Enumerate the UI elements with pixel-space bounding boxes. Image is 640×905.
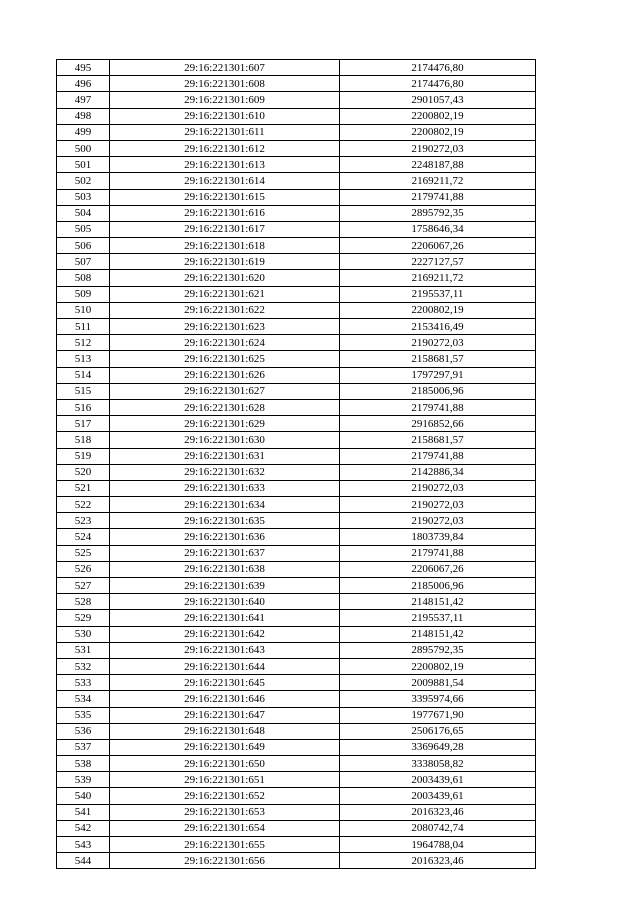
table-row (57, 707, 536, 723)
row-number-cell: 526 (57, 561, 110, 577)
cadastral-number-cell: 29:16:221301:648 (110, 723, 340, 739)
cadastral-value-cell: 2200802,19 (340, 658, 536, 674)
table-row (57, 399, 536, 415)
table-row (57, 480, 536, 496)
row-number-cell: 536 (57, 723, 110, 739)
cadastral-number-cell: 29:16:221301:653 (110, 804, 340, 820)
row-number-cell: 520 (57, 464, 110, 480)
row-number-cell: 509 (57, 286, 110, 302)
row-number-cell: 499 (57, 124, 110, 140)
row-number-cell: 495 (57, 60, 110, 76)
cadastral-value-cell: 2190272,03 (340, 513, 536, 529)
cadastral-number-cell: 29:16:221301:629 (110, 416, 340, 432)
row-number-cell: 529 (57, 610, 110, 626)
cadastral-value-cell: 3338058,82 (340, 756, 536, 772)
cadastral-number-cell: 29:16:221301:655 (110, 837, 340, 853)
table-row (57, 658, 536, 674)
row-number-cell: 537 (57, 739, 110, 755)
cadastral-value-cell: 2506176,65 (340, 723, 536, 739)
table-row (57, 691, 536, 707)
row-number-cell: 503 (57, 189, 110, 205)
row-number-cell: 541 (57, 804, 110, 820)
table-row (57, 60, 536, 76)
row-number-cell: 544 (57, 853, 110, 869)
table-row (57, 626, 536, 642)
cadastral-number-cell: 29:16:221301:607 (110, 60, 340, 76)
row-number-cell: 538 (57, 756, 110, 772)
cadastral-value-cell: 2016323,46 (340, 853, 536, 869)
cadastral-number-cell: 29:16:221301:633 (110, 480, 340, 496)
table-row (57, 286, 536, 302)
cadastral-value-cell: 2003439,61 (340, 788, 536, 804)
table-row (57, 756, 536, 772)
cadastral-number-cell: 29:16:221301:651 (110, 772, 340, 788)
row-number-cell: 518 (57, 432, 110, 448)
table-row (57, 124, 536, 140)
cadastral-number-cell: 29:16:221301:619 (110, 254, 340, 270)
cadastral-number-cell: 29:16:221301:608 (110, 76, 340, 92)
cadastral-value-cell: 2174476,80 (340, 76, 536, 92)
table-row (57, 205, 536, 221)
table-row (57, 739, 536, 755)
cadastral-value-cell: 2179741,88 (340, 448, 536, 464)
table-row (57, 432, 536, 448)
cadastral-value-cell: 2248187,88 (340, 157, 536, 173)
table-row (57, 820, 536, 836)
cadastral-value-cell: 2190272,03 (340, 335, 536, 351)
cadastral-value-cell: 2153416,49 (340, 319, 536, 335)
cadastral-number-cell: 29:16:221301:643 (110, 642, 340, 658)
table-row (57, 772, 536, 788)
cadastral-value-cell: 1758646,34 (340, 221, 536, 237)
table-row (57, 497, 536, 513)
row-number-cell: 510 (57, 302, 110, 318)
row-number-cell: 514 (57, 367, 110, 383)
cadastral-value-cell: 2895792,35 (340, 642, 536, 658)
table-row (57, 675, 536, 691)
cadastral-value-cell: 1797297,91 (340, 367, 536, 383)
table-row (57, 92, 536, 108)
cadastral-number-cell: 29:16:221301:640 (110, 594, 340, 610)
cadastral-number-cell: 29:16:221301:622 (110, 302, 340, 318)
table-row (57, 464, 536, 480)
row-number-cell: 528 (57, 594, 110, 610)
cadastral-number-cell: 29:16:221301:641 (110, 610, 340, 626)
cadastral-value-cell: 3395974,66 (340, 691, 536, 707)
cadastral-value-cell: 2016323,46 (340, 804, 536, 820)
table-row (57, 238, 536, 254)
table-row (57, 529, 536, 545)
cadastral-value-cell: 2206067,26 (340, 561, 536, 577)
cadastral-value-cell: 2009881,54 (340, 675, 536, 691)
row-number-cell: 542 (57, 820, 110, 836)
row-number-cell: 508 (57, 270, 110, 286)
row-number-cell: 521 (57, 480, 110, 496)
cadastral-value-cell: 2179741,88 (340, 545, 536, 561)
cadastral-value-cell: 2185006,96 (340, 578, 536, 594)
cadastral-number-cell: 29:16:221301:614 (110, 173, 340, 189)
cadastral-number-cell: 29:16:221301:635 (110, 513, 340, 529)
row-number-cell: 496 (57, 76, 110, 92)
table-row (57, 448, 536, 464)
cadastral-number-cell: 29:16:221301:645 (110, 675, 340, 691)
cadastral-number-cell: 29:16:221301:628 (110, 399, 340, 415)
table-row (57, 610, 536, 626)
cadastral-value-cell: 2179741,88 (340, 189, 536, 205)
row-number-cell: 533 (57, 675, 110, 691)
row-number-cell: 498 (57, 108, 110, 124)
table-row (57, 157, 536, 173)
cadastral-number-cell: 29:16:221301:636 (110, 529, 340, 545)
row-number-cell: 531 (57, 642, 110, 658)
cadastral-value-cell: 3369649,28 (340, 739, 536, 755)
table-row (57, 270, 536, 286)
cadastral-number-cell: 29:16:221301:634 (110, 497, 340, 513)
cadastral-number-cell: 29:16:221301:637 (110, 545, 340, 561)
cadastral-number-cell: 29:16:221301:642 (110, 626, 340, 642)
row-number-cell: 535 (57, 707, 110, 723)
table-row (57, 76, 536, 92)
cadastral-number-cell: 29:16:221301:656 (110, 853, 340, 869)
cadastral-value-cell: 2206067,26 (340, 238, 536, 254)
cadastral-value-cell: 2174476,80 (340, 60, 536, 76)
cadastral-value-cell: 2003439,61 (340, 772, 536, 788)
cadastral-value-cell: 2148151,42 (340, 594, 536, 610)
row-number-cell: 532 (57, 658, 110, 674)
row-number-cell: 527 (57, 578, 110, 594)
cadastral-value-cell: 2200802,19 (340, 124, 536, 140)
row-number-cell: 516 (57, 399, 110, 415)
cadastral-number-cell: 29:16:221301:649 (110, 739, 340, 755)
row-number-cell: 506 (57, 238, 110, 254)
cadastral-value-cell: 2227127,57 (340, 254, 536, 270)
row-number-cell: 497 (57, 92, 110, 108)
cadastral-value-cell: 2179741,88 (340, 399, 536, 415)
row-number-cell: 507 (57, 254, 110, 270)
cadastral-value-cell: 2169211,72 (340, 173, 536, 189)
table-row (57, 853, 536, 869)
cadastral-value-cell: 2185006,96 (340, 383, 536, 399)
table-row (57, 254, 536, 270)
cadastral-number-cell: 29:16:221301:624 (110, 335, 340, 351)
cadastral-number-cell: 29:16:221301:625 (110, 351, 340, 367)
table-row (57, 788, 536, 804)
cadastral-value-cell: 2190272,03 (340, 140, 536, 156)
table-row (57, 513, 536, 529)
cadastral-number-cell: 29:16:221301:626 (110, 367, 340, 383)
cadastral-number-cell: 29:16:221301:623 (110, 319, 340, 335)
table-row (57, 383, 536, 399)
row-number-cell: 515 (57, 383, 110, 399)
cadastral-value-cell: 2200802,19 (340, 108, 536, 124)
row-number-cell: 522 (57, 497, 110, 513)
cadastral-number-cell: 29:16:221301:647 (110, 707, 340, 723)
cadastral-number-cell: 29:16:221301:609 (110, 92, 340, 108)
row-number-cell: 511 (57, 319, 110, 335)
table-row (57, 221, 536, 237)
table-row (57, 545, 536, 561)
row-number-cell: 540 (57, 788, 110, 804)
row-number-cell: 512 (57, 335, 110, 351)
table-row (57, 804, 536, 820)
cadastral-number-cell: 29:16:221301:638 (110, 561, 340, 577)
cadastral-number-cell: 29:16:221301:632 (110, 464, 340, 480)
cadastral-value-cell: 2169211,72 (340, 270, 536, 286)
cadastral-value-cell: 1977671,90 (340, 707, 536, 723)
cadastral-number-cell: 29:16:221301:654 (110, 820, 340, 836)
cadastral-value-cell: 1964788,04 (340, 837, 536, 853)
cadastral-number-cell: 29:16:221301:650 (110, 756, 340, 772)
cadastral-number-cell: 29:16:221301:618 (110, 238, 340, 254)
cadastral-value-cell: 2195537,11 (340, 286, 536, 302)
table-row (57, 837, 536, 853)
row-number-cell: 530 (57, 626, 110, 642)
cadastral-value-cell: 2142886,34 (340, 464, 536, 480)
cadastral-number-cell: 29:16:221301:639 (110, 578, 340, 594)
row-number-cell: 543 (57, 837, 110, 853)
cadastral-value-cell: 2901057,43 (340, 92, 536, 108)
cadastral-number-cell: 29:16:221301:610 (110, 108, 340, 124)
cadastral-number-cell: 29:16:221301:616 (110, 205, 340, 221)
table-row (57, 594, 536, 610)
table-row (57, 351, 536, 367)
table-row (57, 642, 536, 658)
cadastral-number-cell: 29:16:221301:621 (110, 286, 340, 302)
cadastral-value-cell: 2195537,11 (340, 610, 536, 626)
table-row (57, 108, 536, 124)
row-number-cell: 505 (57, 221, 110, 237)
table-row (57, 335, 536, 351)
table-row (57, 302, 536, 318)
table-row (57, 140, 536, 156)
cadastral-number-cell: 29:16:221301:611 (110, 124, 340, 140)
cadastral-value-cell: 2200802,19 (340, 302, 536, 318)
cadastral-number-cell: 29:16:221301:652 (110, 788, 340, 804)
cadastral-value-cell: 2148151,42 (340, 626, 536, 642)
cadastral-number-cell: 29:16:221301:631 (110, 448, 340, 464)
cadastral-number-cell: 29:16:221301:615 (110, 189, 340, 205)
cadastral-number-cell: 29:16:221301:630 (110, 432, 340, 448)
table-row (57, 416, 536, 432)
row-number-cell: 524 (57, 529, 110, 545)
row-number-cell: 534 (57, 691, 110, 707)
table-row (57, 578, 536, 594)
cadastral-number-cell: 29:16:221301:613 (110, 157, 340, 173)
cadastral-number-cell: 29:16:221301:644 (110, 658, 340, 674)
cadastral-value-cell: 2158681,57 (340, 351, 536, 367)
cadastral-number-cell: 29:16:221301:646 (110, 691, 340, 707)
cadastral-value-cell: 2895792,35 (340, 205, 536, 221)
cadastral-value-cell: 2190272,03 (340, 480, 536, 496)
table-body (57, 60, 536, 869)
cadastral-number-cell: 29:16:221301:612 (110, 140, 340, 156)
table-row (57, 561, 536, 577)
cadastral-number-cell: 29:16:221301:617 (110, 221, 340, 237)
cadastral-value-cell: 2190272,03 (340, 497, 536, 513)
row-number-cell: 502 (57, 173, 110, 189)
row-number-cell: 517 (57, 416, 110, 432)
cadastral-value-cell: 2080742,74 (340, 820, 536, 836)
cadastral-number-cell: 29:16:221301:620 (110, 270, 340, 286)
row-number-cell: 500 (57, 140, 110, 156)
cadastral-number-cell: 29:16:221301:627 (110, 383, 340, 399)
table-row (57, 189, 536, 205)
row-number-cell: 504 (57, 205, 110, 221)
cadastral-value-cell: 2158681,57 (340, 432, 536, 448)
table-row (57, 367, 536, 383)
table-row (57, 173, 536, 189)
row-number-cell: 513 (57, 351, 110, 367)
cadastral-value-cell: 1803739,84 (340, 529, 536, 545)
row-number-cell: 525 (57, 545, 110, 561)
cadastral-value-cell: 2916852,66 (340, 416, 536, 432)
row-number-cell: 519 (57, 448, 110, 464)
row-number-cell: 501 (57, 157, 110, 173)
cadastral-value-table (56, 59, 536, 869)
row-number-cell: 523 (57, 513, 110, 529)
table-row (57, 723, 536, 739)
table-row (57, 319, 536, 335)
row-number-cell: 539 (57, 772, 110, 788)
